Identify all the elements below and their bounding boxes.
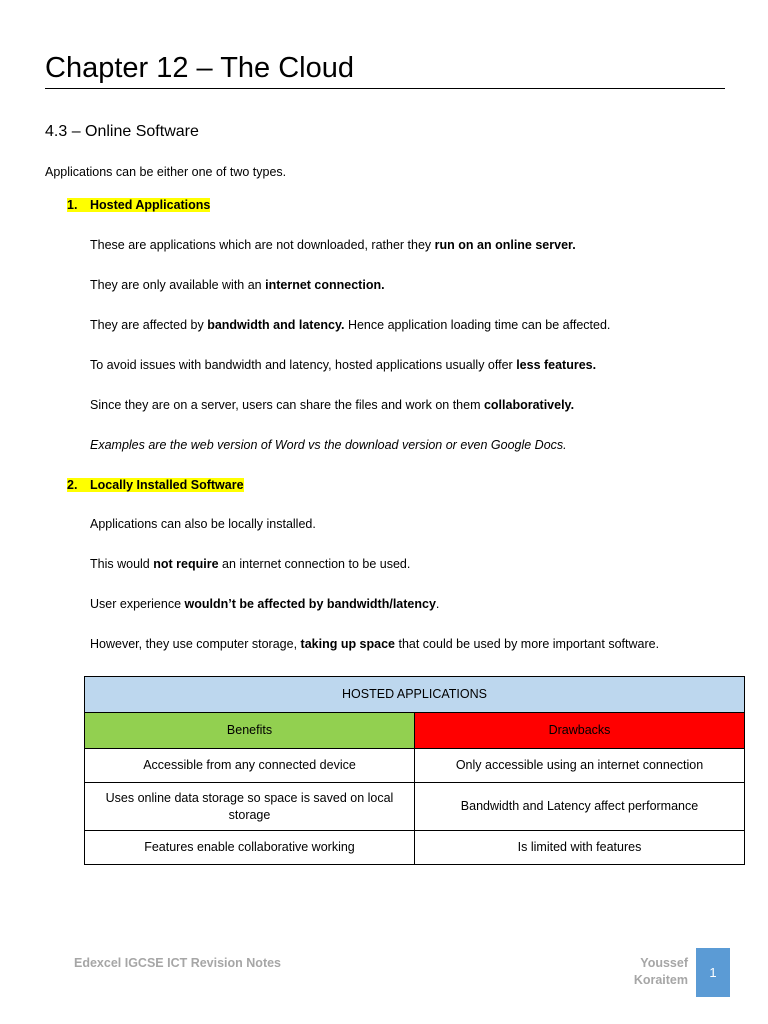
benefit-cell: Uses online data storage so space is saved on local storage	[85, 783, 415, 831]
table-row	[85, 749, 745, 783]
hosted-line: They are affected by bandwidth and latency. Hence application loading time can be affected.	[90, 318, 611, 332]
benefit-cell: Features enable collaborative working	[85, 831, 415, 865]
table-row	[85, 831, 745, 865]
benefit-cell: Accessible from any connected device	[85, 749, 415, 783]
table-row	[85, 783, 745, 831]
drawbacks-header: Drawbacks	[415, 713, 745, 749]
author-first: Youssef	[640, 956, 688, 970]
hosted-line: They are only available with an internet connection.	[90, 278, 385, 292]
section-title: 4.3 – Online Software	[45, 123, 199, 140]
hosted-line: These are applications which are not downloaded, rather they run on an online server.	[90, 238, 576, 252]
page-title: Chapter 12 – The Cloud	[45, 50, 725, 89]
benefits-header: Benefits	[85, 713, 415, 749]
hosted-applications-table	[84, 676, 745, 865]
list-number: 2.	[67, 478, 78, 492]
local-line: However, they use computer storage, taking up space that could be used by more important software.	[90, 637, 660, 651]
intro-text: Applications can be either one of two types.	[45, 165, 287, 179]
footer-left: Edexcel IGCSE ICT Revision Notes	[74, 956, 282, 970]
table-title: HOSTED APPLICATIONS	[85, 677, 745, 713]
heading-hosted-applications	[67, 197, 210, 214]
list-number: 1.	[67, 198, 78, 212]
hosted-example: Examples are the web version of Word vs the download version or even Google Docs.	[90, 438, 567, 452]
heading-locally-installed	[67, 477, 244, 494]
list-heading: Hosted Applications	[90, 198, 211, 212]
local-line: User experience wouldn’t be affected by bandwidth/latency.	[90, 597, 440, 611]
page-number-badge: 1	[696, 948, 730, 997]
drawback-cell: Only accessible using an internet connection	[415, 749, 745, 783]
author-last: Koraitem	[633, 973, 688, 987]
local-line: This would not require an internet connection to be used.	[90, 557, 411, 571]
drawback-cell: Bandwidth and Latency affect performance	[415, 783, 745, 831]
local-line: Applications can also be locally installed.	[90, 517, 316, 531]
drawback-cell: Is limited with features	[415, 831, 745, 865]
footer-author	[634, 955, 688, 989]
list-heading: Locally Installed Software	[90, 478, 244, 492]
hosted-line: To avoid issues with bandwidth and latency, hosted applications usually offer less features.	[90, 358, 597, 372]
hosted-line: Since they are on a server, users can share the files and work on them collaboratively.	[90, 398, 575, 412]
